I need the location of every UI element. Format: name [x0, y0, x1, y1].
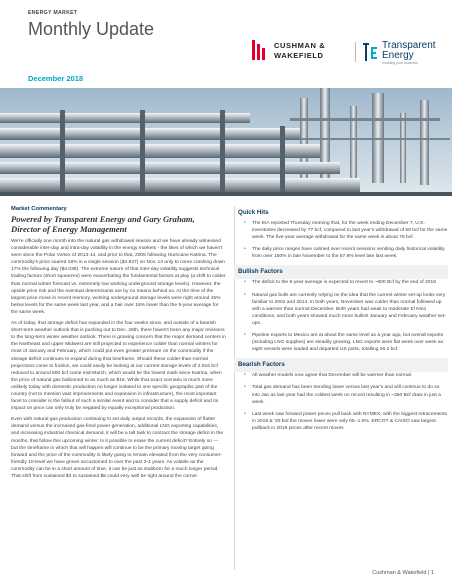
list-item-text: All weather models now agree that December will be warmer than normal. — [252, 373, 413, 379]
list-item-text: Pipeline exports to Mexico are at about the same level as a year ago, but overall exports (including LNG supplies) are steadily growing. LNG exports were flat week over week as eight vessels were loaded and departed US ports, totalling 26.2 bcf. — [252, 333, 444, 353]
list-item — [238, 384, 448, 405]
cw-logo-line1: CUSHMAN & — [274, 41, 326, 50]
list-item — [238, 292, 448, 327]
list-item-text: Last week saw forward power prices pull back with NYMEX, with the biggest retracements in 2019 & '20 but the moves lower were only 05.-1.0%. ERCOT & CAISO saw largest pullback in 2019 prices after recent moves — [252, 411, 447, 431]
bearish-heading: Bearish Factors — [234, 358, 448, 372]
commentary-byline: Powered by Transparent Energy and Gary Graham, Director of Energy Management — [11, 214, 195, 234]
list-item-text: Total gas demand has been trending lower versus last year's and will continue to do so into Jan as last year had the coldest week on record resulting in ~350 Bcf draw in just a week. — [252, 385, 441, 405]
bullet-icon: • — [244, 372, 246, 379]
page-header — [0, 0, 452, 88]
commentary-paragraph-2: As of today, that storage deficit has expanded in the four weeks since, and outside of a bearish short-term weather outlook that is pushing out to Dec. 26th, there haven't been any major revisions to the long-term winter weather outlook. There is growing concern that the major demand centers in the Northeast and upper Midwest are still projected to experience colder than normal winters for most of January and February, which could put even greater pressure on the commodity if the storage deficit continues to expand during that timeframe. Should these colder-than-normal projections come to fruition, we could easily be looking at our current storage levels of 2.916 bcf reduced to around 800 bcf come mid-March, which would be the lowest mark since Katrina, when the price of natural gas ballooned to as much as $16. While that exact scenario is much more unlikely today with domestic production no longer isolated to one specific geographic part of the country (not to mention vast improvements and expansion in infrastructure), the most important facet to consider is the fallout of such a similar event and to consider that a supply deficit and its impact on price can only truly be negated by equally exceptional production. — [11, 321, 226, 412]
list-item — [238, 372, 448, 379]
bullet-icon: • — [244, 384, 246, 391]
list-item — [238, 411, 448, 432]
quick-hits-list — [238, 220, 448, 260]
list-item-text: The EIA reported Thursday morning that, for the week ending December 7, U.S. inventories decreased by 77 bcf, compared to last year's withdrawal of 59 bcf for the same week. The five-year average withdrawal for the same week is about 78 bcf. — [252, 221, 448, 241]
issue-date: December 2018 — [28, 74, 84, 83]
list-item — [238, 220, 448, 241]
list-item-text: The deficit to the 5-year average is expected to revert to ~600 Bcf by the end of 2018 — [252, 280, 436, 286]
cushman-wakefield-logo — [252, 38, 352, 62]
te-logo-line1: Transparent — [382, 40, 436, 51]
te-logo-line2: Energy — [382, 50, 414, 61]
bullet-icon: • — [244, 220, 246, 226]
list-item — [238, 246, 448, 260]
logo-divider — [355, 42, 356, 62]
page-title: Monthly Update — [28, 19, 155, 39]
industrial-refinery-photo — [0, 88, 452, 196]
bullet-icon: • — [244, 291, 246, 298]
cw-bars-icon — [252, 40, 268, 60]
list-item — [238, 332, 448, 353]
commentary-heading: Market Commentary — [11, 206, 67, 212]
bullish-list — [238, 279, 448, 353]
refinery-illustration — [0, 88, 452, 196]
bullet-icon: • — [244, 246, 246, 253]
page-footer: Cushman & Wakefield | 1 — [372, 570, 434, 576]
bullet-icon: • — [244, 279, 246, 286]
column-divider — [234, 206, 235, 570]
cw-logo-line2: WAKEFIELD — [274, 50, 324, 60]
bullish-heading: Bullish Factors — [234, 265, 448, 279]
te-logo-tagline: enabling your business — [382, 61, 418, 65]
commentary-paragraph-1: We're officially one month into the natural gas withdrawal season and we have already witnessed considerable inter-day and intra-day volatility in the energy markets - the likes of which we haven't seen since the Polar Vortex of 2013-14, and prior to that, 2005 following Hurricane Katrina. The commodity's price soared 18% in a single session ($4.837) on Nov. 14 only to come crashing down 17% the following day ($4.038). The extreme nature of that inter-day volatility suggests technical trading factors (short squeezes) were exacerbating the fundamental factors at play (a shift to colder than normal winter forecast vs. extremely low working underground storage levels). However, the upside price risk and the eventual determinants are by no means behind us. At the time of the largest price move in recent memory, working underground storage levels were right around 15% below levels for the same week last year, and a hair over 16% lower than the 5-year average for the same week. — [11, 239, 226, 315]
quick-hits-heading: Quick Hits — [238, 209, 269, 216]
list-item — [238, 279, 448, 286]
list-item-text: The daily price ranges have calmed over recent sessions sending daily historical volatility from over 150% in late November to the 57.8% level late last week. — [252, 247, 445, 260]
transparent-energy-mark-icon — [362, 42, 378, 62]
bullet-icon: • — [244, 332, 246, 339]
sidebar-factors — [238, 206, 448, 437]
bullet-icon: • — [244, 410, 246, 417]
list-item-text: Natural gas bulls are currently relying on the idea that the current winter set-up looks very familiar to 2002 and 2014. In both years, November was colder than normal followed up with a warmer than normal December. Both years had weak to moderate El Nino conditions, and both years showed much more bullish January and February weather set-ups. — [252, 292, 446, 326]
bearish-list — [238, 372, 448, 432]
transparent-energy-logo — [362, 40, 447, 66]
market-commentary — [11, 206, 226, 480]
commentary-paragraph-3: Even with natural gas production continuing to set daily output records, the expansion of flatter demand versus the increased gas-fired power generation, additional LNG exporting capabilities, and increasing industrial chemical demand, it will be a tall task to contract the storage deficit in the months, that follow this upcoming winter. Is it possible to erase the current deficit? Entirely so — but the timeframe in which that will happen will continue to be the primary moving target going forward and the price of the commodity is likely going to remain elevated from the very consumer-friendly 10-level we have grown accustomed to over the past 3-4 years. As volatile as the commodity can be in a short amount of time, it can be just as stubborn for a much longer period. That shift from sustained $3 to sustained $5 could very well be right around the corner. — [11, 417, 224, 479]
kicker: ENERGY MARKET — [28, 10, 78, 16]
